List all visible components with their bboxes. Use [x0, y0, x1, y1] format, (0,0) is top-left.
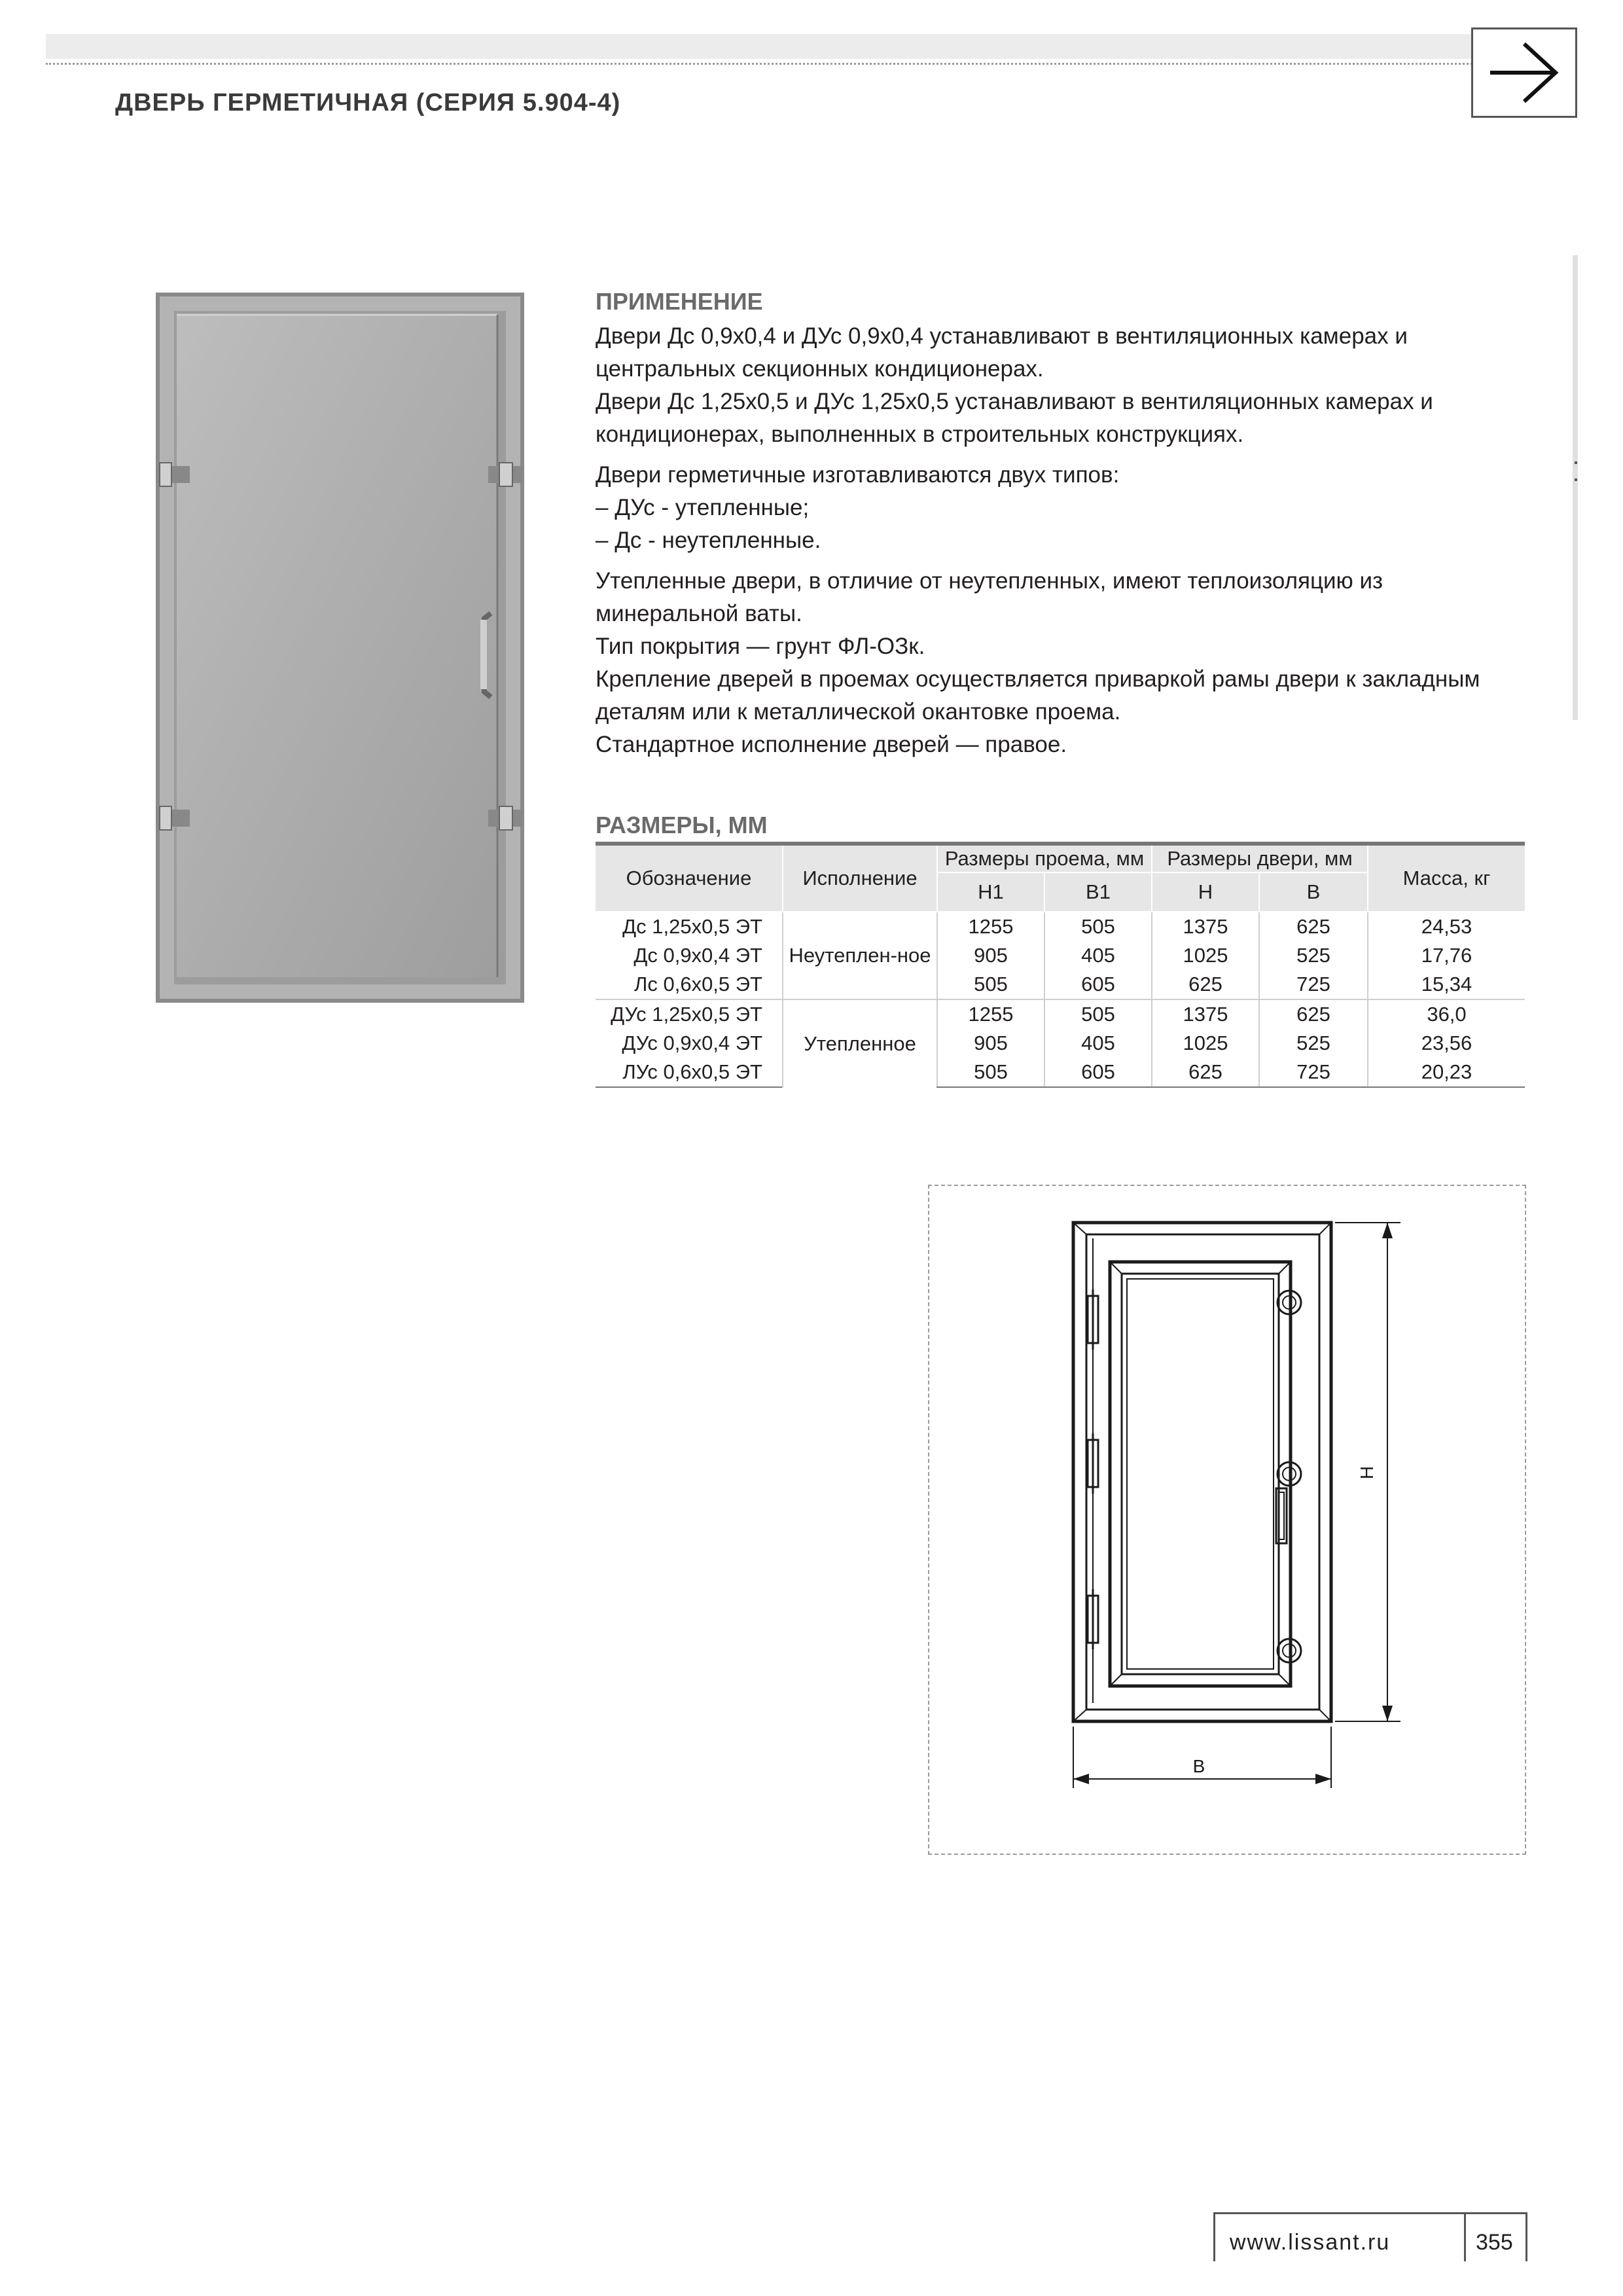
cell-h: 1375 — [1152, 999, 1259, 1029]
cell-mass: 17,76 — [1368, 941, 1525, 970]
cell-version: Неутеплен-ное — [783, 912, 937, 999]
table-row — [596, 1029, 1525, 1058]
cell-b: 625 — [1259, 999, 1368, 1029]
col-h: H — [1152, 872, 1259, 912]
footer-divider — [1464, 2214, 1466, 2261]
cell-b1: 405 — [1044, 941, 1152, 970]
door-drawing — [929, 1186, 1525, 1854]
cell-b: 525 — [1259, 1029, 1368, 1058]
cell-b1: 605 — [1044, 1058, 1152, 1087]
col-designation: Обозначение — [596, 844, 783, 912]
cell-mass: 20,23 — [1368, 1058, 1525, 1087]
arrow-right-icon — [1488, 41, 1560, 104]
cell-b: 525 — [1259, 941, 1368, 970]
header-bar — [46, 34, 1544, 59]
cell-h1: 505 — [937, 1058, 1044, 1087]
table-row — [596, 912, 1525, 941]
col-h1: H1 — [937, 872, 1044, 912]
cell-h: 625 — [1152, 970, 1259, 999]
paragraph: Двери Дс 1,25х0,5 и ДУс 1,25х0,5 устанавливают в вентиляционных камерах и кондиционерах, выполненных в строительных конструкциях. — [596, 389, 1433, 447]
paragraph: Утепленные двери, в отличие от неутепленных, имеют теплоизоляцию из минеральной ваты. — [596, 568, 1383, 626]
col-version: Исполнение — [783, 844, 937, 912]
col-opening: Размеры проема, мм — [937, 844, 1152, 872]
cell-name: ДУс 0,9х0,4 ЭТ — [622, 1031, 762, 1054]
header-divider — [46, 63, 1472, 65]
col-door: Размеры двери, мм — [1152, 844, 1368, 872]
cell-version: Утепленное — [783, 999, 937, 1087]
table-row — [596, 999, 1525, 1029]
cell-h1: 905 — [937, 1029, 1044, 1058]
cell-h: 1375 — [1152, 912, 1259, 941]
cell-name: ДУс 1,25х0,5 ЭТ — [596, 999, 783, 1029]
cell-b1: 605 — [1044, 970, 1152, 999]
dimensions-heading: РАЗМЕРЫ, ММ — [596, 812, 768, 838]
cell-h1: 505 — [937, 970, 1044, 999]
cell-h1: 905 — [937, 941, 1044, 970]
cell-mass: 24,53 — [1368, 912, 1525, 941]
cell-name: Дс 0,9х0,4 ЭТ — [633, 944, 762, 967]
paragraph: Стандартное исполнение дверей — правое. — [596, 732, 1067, 757]
cell-b1: 505 — [1044, 999, 1152, 1029]
cell-mass: 36,0 — [1368, 999, 1525, 1029]
cell-b1: 505 — [1044, 912, 1152, 941]
label-h: H — [1357, 1465, 1377, 1480]
page-edge-bar — [1573, 255, 1578, 720]
label-b: B — [1192, 1756, 1205, 1776]
cell-h: 1025 — [1152, 941, 1259, 970]
list-item: – ДУс - утепленные; — [596, 495, 810, 520]
cell-name: Дс 1,25х0,5 ЭТ — [622, 915, 762, 938]
paragraph: Тип покрытия — грунт ФЛ-ОЗк. — [596, 634, 925, 659]
cell-h: 1025 — [1152, 1029, 1259, 1058]
cell-b1: 405 — [1044, 1029, 1152, 1058]
table-row — [596, 1058, 1525, 1087]
cell-b: 725 — [1259, 970, 1368, 999]
application-text — [596, 320, 1525, 761]
list-item: – Дс - неутепленные. — [596, 528, 821, 553]
cell-h: 625 — [1152, 1058, 1259, 1087]
cell-name: Лс 0,6х0,5 ЭТ — [634, 973, 762, 996]
cell-h1: 1255 — [937, 999, 1044, 1029]
col-mass: Масса, кг — [1368, 844, 1525, 912]
table-row — [596, 941, 1525, 970]
cell-h1: 1255 — [937, 912, 1044, 941]
page-footer — [1213, 2212, 1527, 2261]
paragraph: Двери Дс 0,9х0,4 и ДУс 0,9х0,4 устанавливают в вентиляционных камерах и центральных секционных кондиционерах. — [596, 323, 1408, 382]
application-heading: ПРИМЕНЕНИЕ — [596, 288, 763, 315]
paragraph: Двери герметичные изготавливаются двух типов: — [596, 462, 1120, 488]
page-number: 355 — [1476, 2230, 1513, 2255]
cell-b: 625 — [1259, 912, 1368, 941]
cell-mass: 15,34 — [1368, 970, 1525, 999]
cell-mass: 23,56 — [1368, 1029, 1525, 1058]
paragraph: Крепление дверей в проемах осуществляется приваркой рамы двери к закладным деталям или к металлической окантовке проема. — [596, 666, 1480, 725]
page-edge-ticks — [1575, 461, 1577, 481]
cell-b: 725 — [1259, 1058, 1368, 1087]
door-photo — [156, 293, 524, 1003]
next-page-button[interactable] — [1471, 27, 1577, 118]
table-row — [596, 970, 1525, 999]
door-drawing-frame — [928, 1185, 1526, 1855]
cell-name: ЛУс 0,6х0,5 ЭТ — [596, 1058, 783, 1087]
website-link[interactable]: www.lissant.ru — [1230, 2230, 1391, 2255]
col-b1: B1 — [1044, 872, 1152, 912]
dimensions-table — [596, 842, 1525, 1088]
col-b: B — [1259, 872, 1368, 912]
page-title: ДВЕРЬ ГЕРМЕТИЧНАЯ (СЕРИЯ 5.904-4) — [115, 89, 621, 117]
